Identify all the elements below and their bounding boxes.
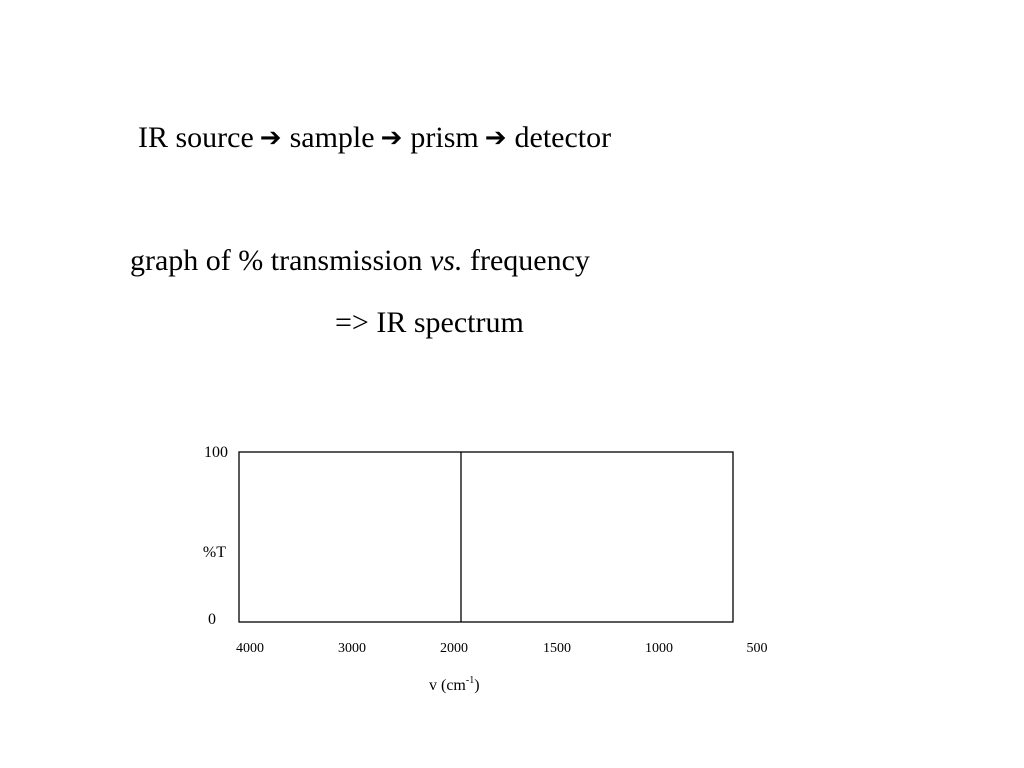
- y-axis-label: %T: [202, 544, 226, 561]
- right-arrow-icon: ➔: [259, 123, 282, 153]
- x-tick-label-3000: 3000: [338, 641, 366, 656]
- x-axis-label: [429, 675, 480, 694]
- x-tick-label-2000: 2000: [440, 641, 468, 656]
- y-tick-label-100: 100: [204, 444, 228, 461]
- graph-description-vs: vs.: [429, 244, 463, 277]
- x-tick-label-1500: 1500: [543, 641, 571, 656]
- flow-step-sample: sample: [289, 121, 375, 154]
- flow-step-prism: prism: [410, 121, 479, 154]
- ir-spectrum-conclusion: => IR spectrum: [335, 306, 524, 339]
- flow-step-detector: detector: [514, 121, 612, 154]
- x-axis-label-tail: ): [474, 677, 480, 694]
- right-arrow-icon: ➔: [484, 123, 507, 153]
- plot-frame: [239, 452, 733, 622]
- x-tick-label-1000: 1000: [645, 641, 673, 656]
- flow-step-ir-source: IR source: [138, 121, 254, 154]
- x-tick-label-4000: 4000: [236, 641, 264, 656]
- graph-description-prefix: graph of % transmission: [130, 244, 430, 277]
- x-axis-label-superscript: -1: [465, 675, 475, 686]
- right-arrow-icon: ➔: [380, 123, 403, 153]
- x-axis-label-main: v (cm: [429, 677, 466, 694]
- x-tick-label-500: 500: [746, 641, 768, 656]
- graph-description-suffix: frequency: [462, 244, 590, 277]
- y-tick-label-0: 0: [208, 611, 216, 628]
